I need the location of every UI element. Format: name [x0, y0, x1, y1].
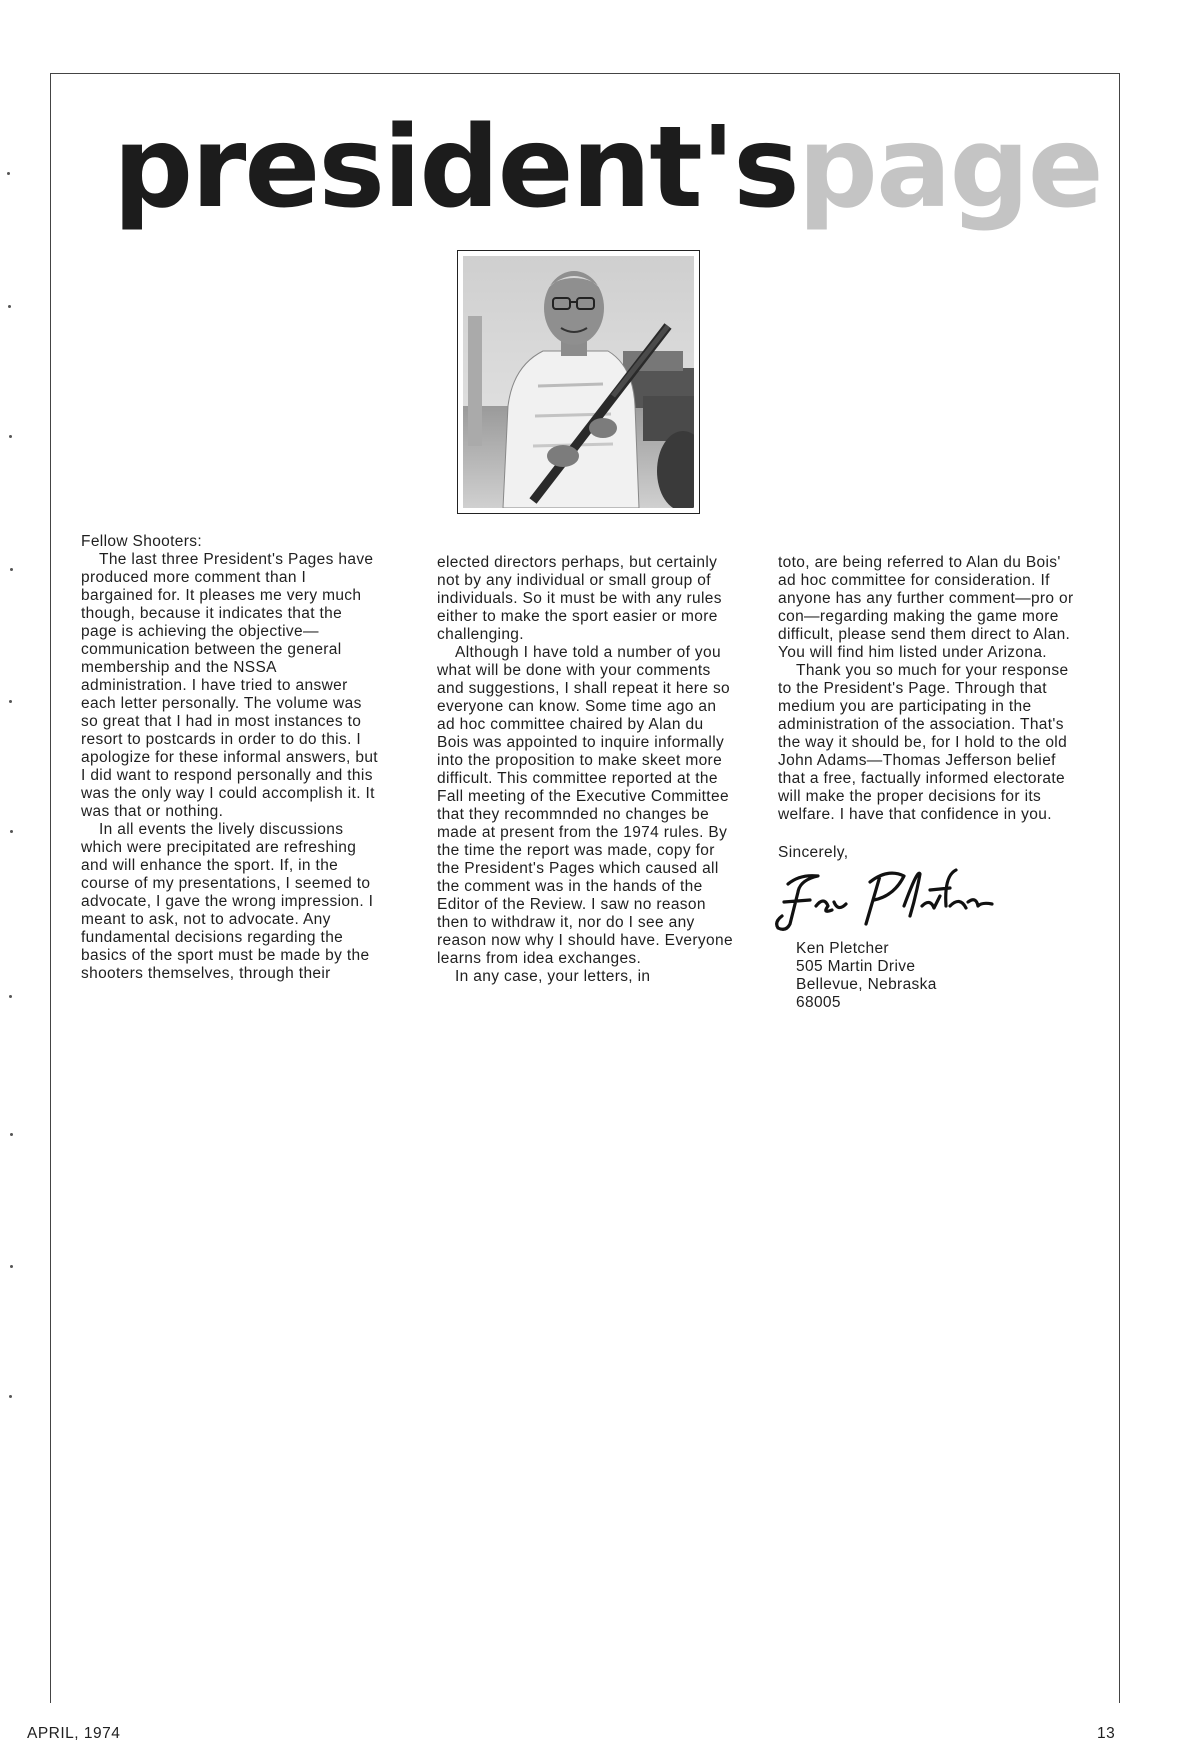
- paragraph-5: Thank you so much for your response to the President's Page. Through that medium you are participating in the administration of the association. That's the way it should be, for I hold to the old John Adams—Thomas Jefferson belief that a free, factually informed electorate will make the proper decisions for its welfare. I have that confidence in you.: [778, 662, 1069, 823]
- frame-rule-left: [50, 73, 51, 1703]
- page-title: [113, 103, 1102, 233]
- address-zip: 68005: [796, 994, 841, 1011]
- signature-icon: [770, 866, 1000, 936]
- page-number: 13: [1097, 1725, 1116, 1742]
- paragraph-1: The last three President's Pages have produced more comment than I bargained for. It pleases me very much though, because it indicates that the page is achieving the objective—communication between the general membership and the NSSA administration. I have tried to answer each letter personally. The volume was so great that I had in most instances to resort to postcards in order to do this. I apologize for these informal answers, but I did want to respond personally and this was the only way I could accomplish it. It was that or nothing.: [81, 551, 378, 820]
- president-photo: [457, 250, 700, 514]
- letter-column-3: [778, 554, 1083, 1012]
- letter-column-1: [81, 533, 381, 983]
- title-page: page: [797, 103, 1102, 233]
- paragraph-2: In all events the lively discussions which were precipitated are refreshing and will enhance the sport. If, in the course of my presentations, I seemed to advocate, I gave the wrong impression. I meant to ask, not to advocate. Any fundamental decisions regarding the basics of the sport must be made by the shooters themselves, through their: [81, 821, 374, 982]
- closing: Sincerely,: [778, 844, 849, 861]
- address-name: Ken Pletcher: [796, 940, 889, 957]
- paragraph-3: Although I have told a number of you what will be done with your comments and suggestions, I shall repeat it here so everyone can know. Some time ago an ad hoc committee chaired by Alan du Bois was appointed to inquire informally into the proposition to make skeet more difficult. This committee reported at the Fall meeting of the Executive Committee that they recommnded no changes be made at present from the 1974 rules. By the time the report was made, copy for the President's Pages which caused all the comment was in the hands of the Editor of the Review. I saw no reason then to withdraw it, nor do I see any reason now why I should have. Everyone learns from idea exchanges.: [437, 644, 733, 967]
- paragraph-4-continued: toto, are being referred to Alan du Bois' ad hoc committee for consideration. If anyone has any further comment—pro or con—regarding making the game more difficult, please send them direct to Alan. You will find him listed under Arizona.: [778, 554, 1074, 661]
- salutation: Fellow Shooters:: [81, 533, 203, 550]
- frame-rule-right: [1119, 73, 1120, 1703]
- portrait-photo-icon: [463, 256, 694, 508]
- title-presidents: president's: [113, 103, 798, 233]
- footer-date: APRIL, 1974: [27, 1725, 121, 1742]
- frame-rule-top: [50, 73, 1120, 74]
- address-city: Bellevue, Nebraska: [796, 976, 937, 993]
- paragraph-4: In any case, your letters, in: [455, 968, 651, 985]
- address-street: 505 Martin Drive: [796, 958, 916, 975]
- paragraph-2-continued: elected directors perhaps, but certainly not by any individual or small group of individuals. So it must be with any rules either to make the sport easier or more challenging.: [437, 554, 722, 643]
- letter-column-2: [437, 554, 737, 986]
